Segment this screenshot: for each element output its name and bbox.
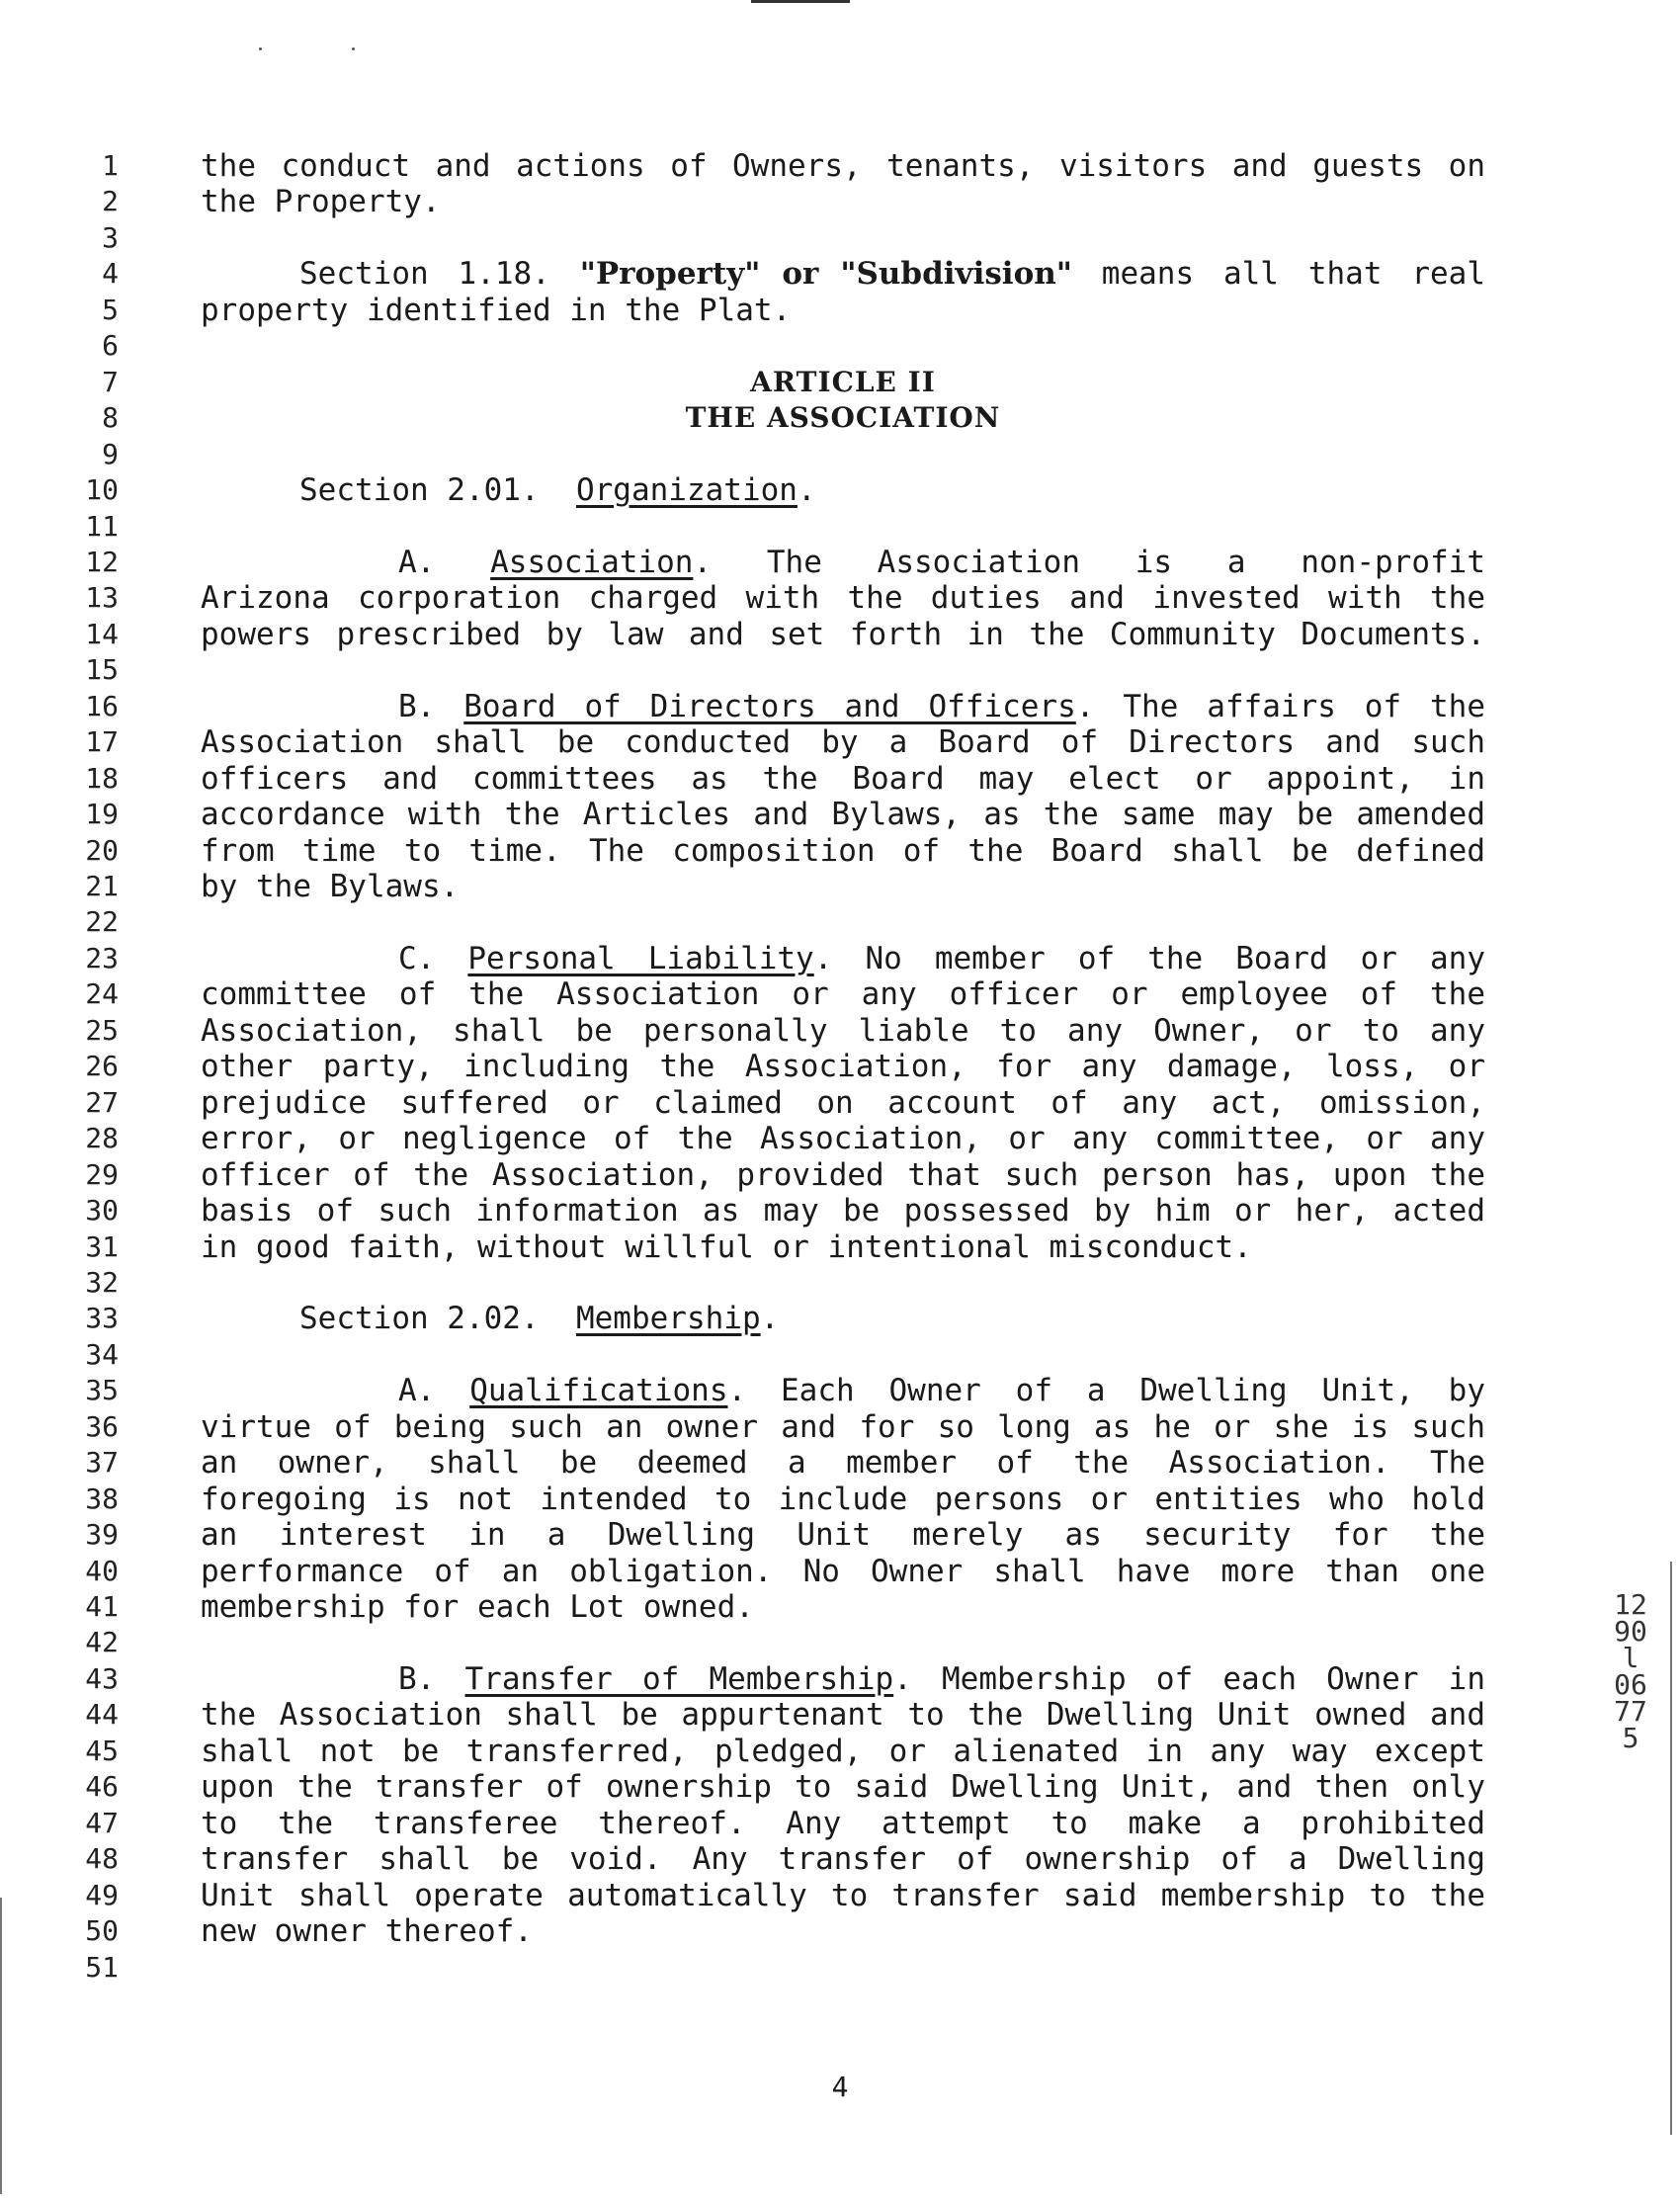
document-line [0, 724, 1680, 760]
document-line [0, 1445, 1680, 1481]
document-line [0, 1625, 1680, 1660]
text-run: performance of an obligation. No Owner shall have more than one [201, 1553, 1485, 1589]
section-title: Qualifications [469, 1373, 728, 1409]
line-text [201, 1554, 1485, 1589]
line-number: 38 [85, 1482, 119, 1515]
line-number: 16 [85, 689, 119, 722]
document-line [0, 1589, 1680, 1625]
line-text [201, 148, 1485, 184]
line-number: 43 [85, 1661, 119, 1695]
line-number: 37 [85, 1446, 119, 1480]
document-line [0, 580, 1680, 616]
line-text [201, 472, 1485, 508]
text-run: means all that real [1071, 256, 1485, 293]
text-run: B. [398, 1660, 465, 1697]
line-number: 24 [85, 977, 119, 1011]
line-text [201, 580, 1485, 616]
line-number: 49 [85, 1878, 119, 1911]
document-line [0, 1482, 1680, 1517]
line-text [201, 1734, 1485, 1769]
text-run: . Each Owner of a Dwelling Unit, by [727, 1373, 1485, 1409]
text-run: an owner, shall be deemed a member of the Association. The [201, 1445, 1485, 1482]
line-number: 40 [85, 1554, 119, 1587]
document-line [0, 1769, 1680, 1805]
section-title: Organization [575, 472, 798, 509]
line-number: 26 [85, 1050, 119, 1083]
text-run: an interest in a Dwelling Unit merely as security for the [201, 1517, 1485, 1554]
text-run: A. [398, 544, 491, 580]
text-run: upon the transfer of ownership to said Dwelling Unit, and then only [201, 1769, 1485, 1806]
line-text [201, 1806, 1485, 1841]
document-line [0, 400, 1680, 436]
document-line [0, 472, 1680, 508]
text-run: transfer shall be void. Any transfer of ownership of a Dwelling [201, 1841, 1485, 1878]
line-number: 8 [102, 401, 119, 435]
line-number: 4 [102, 257, 119, 291]
text-run: . The Association is a non-profit [693, 544, 1485, 580]
text-run: Unit shall operate automatically to transfer said membership to the [201, 1877, 1485, 1913]
line-number: 3 [102, 220, 119, 254]
page-number: 4 [831, 2071, 849, 2103]
text-run: new owner thereof. [201, 1913, 533, 1950]
text-run: powers prescribed by law and set forth in the Community Documents. [201, 616, 1485, 652]
line-number: 35 [85, 1374, 119, 1407]
line-text [201, 1697, 1485, 1733]
line-number: 30 [85, 1194, 119, 1228]
text-run: . The affairs of the [1075, 688, 1485, 724]
text-run: foregoing is not intended to include persons or entities who hold [201, 1481, 1485, 1517]
document-line [0, 833, 1680, 869]
line-number: 29 [85, 1157, 119, 1191]
scan-mark [751, 0, 850, 3]
document-line [0, 1265, 1680, 1301]
document-line [0, 220, 1680, 256]
scan-speck [352, 47, 355, 50]
line-text [201, 1409, 1485, 1445]
line-number: 36 [85, 1409, 119, 1443]
document-line [0, 1806, 1680, 1841]
line-text [201, 184, 1485, 219]
line-text [201, 1878, 1485, 1913]
line-text [201, 293, 1485, 328]
document-line [0, 148, 1680, 184]
text-run: membership for each Lot owned. [201, 1589, 754, 1625]
document-line [0, 509, 1680, 545]
document-line [0, 437, 1680, 472]
text-run: Arizona corporation charged with the duties and invested with the [201, 580, 1485, 617]
text-run: Section 1.18. [299, 256, 580, 293]
text-run: Section 2.01. [299, 472, 576, 509]
text-run: Association shall be conducted by a Board of Directors and such [201, 724, 1485, 761]
document-line [0, 1913, 1680, 1949]
text-run: prejudice suffered or claimed on account of any act, omission, [201, 1084, 1485, 1121]
line-number: 11 [85, 509, 119, 543]
text-run: property identified in the Plat. [201, 292, 792, 328]
line-number: 47 [85, 1806, 119, 1839]
line-number: 7 [102, 365, 119, 398]
document-line [0, 1554, 1680, 1589]
text-run: basis of such information as may be possessed by him or her, acted [201, 1193, 1485, 1229]
document-line [0, 1229, 1680, 1265]
document-line [0, 365, 1680, 400]
text-run: A. [398, 1373, 470, 1409]
line-number: 12 [85, 545, 119, 578]
section-title: Membership [575, 1301, 761, 1337]
line-text [201, 869, 1485, 904]
document-line [0, 1841, 1680, 1877]
section-title: Personal Liability [467, 940, 814, 976]
line-text [201, 761, 1485, 797]
text-run: shall not be transferred, pledged, or alienated in any way except [201, 1733, 1485, 1769]
text-run: THE ASSOCIATION [685, 401, 1001, 435]
line-number: 46 [85, 1770, 119, 1804]
line-number: 44 [85, 1698, 119, 1732]
line-number: 5 [102, 293, 119, 326]
document-line [0, 1337, 1680, 1373]
line-text [201, 617, 1485, 652]
line-number: 25 [85, 1013, 119, 1047]
defined-term: "Property" or "Subdivision" [579, 256, 1072, 293]
line-text [201, 797, 1485, 832]
text-run: by the Bylaws. [201, 869, 460, 904]
line-text [201, 1913, 1485, 1949]
line-number: 6 [102, 329, 119, 363]
line-text [201, 976, 1485, 1012]
line-number: 42 [85, 1626, 119, 1659]
line-number: 39 [85, 1518, 119, 1552]
text-run: committee of the Association or any officer or employee of the [201, 976, 1485, 1013]
line-text [201, 545, 1485, 580]
document-line [0, 1013, 1680, 1049]
text-run: in good faith, without willful or intentional misconduct. [201, 1228, 1252, 1265]
line-number: 1 [102, 149, 119, 182]
text-run: C. [398, 940, 468, 976]
document-line [0, 1085, 1680, 1121]
document-line [0, 761, 1680, 797]
line-text [201, 833, 1485, 869]
line-text [201, 1482, 1485, 1517]
line-number: 45 [85, 1734, 119, 1767]
document-line [0, 184, 1680, 219]
document-line [0, 617, 1680, 652]
line-text [201, 1229, 1485, 1265]
document-line [0, 1734, 1680, 1769]
section-title: Transfer of Membership [464, 1660, 894, 1697]
line-number: 18 [85, 761, 119, 795]
document-line [0, 1373, 1680, 1408]
document-line [0, 1121, 1680, 1156]
text-run: ARTICLE II [750, 365, 936, 398]
document-line [0, 1517, 1680, 1553]
line-text [201, 1661, 1485, 1697]
section-title: Board of Directors and Officers [463, 688, 1076, 724]
line-number: 32 [85, 1265, 119, 1299]
line-text [201, 1085, 1485, 1121]
line-number: 33 [85, 1302, 119, 1335]
line-text [201, 1049, 1485, 1084]
line-number: 22 [85, 905, 119, 939]
line-text [201, 1841, 1485, 1877]
line-number: 28 [85, 1122, 119, 1155]
line-text [201, 1013, 1485, 1049]
text-run: virtue of being such an owner and for so long as he or she is such [201, 1408, 1485, 1445]
line-number: 48 [85, 1842, 119, 1876]
line-number: 20 [85, 833, 119, 867]
text-run: other party, including the Association, for any damage, loss, or [201, 1049, 1485, 1085]
text-run: . [797, 472, 816, 509]
text-run: . No member of the Board or any [813, 940, 1486, 976]
document-line [0, 976, 1680, 1012]
text-run: Association, shall be personally liable to any Owner, or to any [201, 1012, 1485, 1049]
document-line [0, 1193, 1680, 1228]
document-line [0, 869, 1680, 904]
line-text [201, 941, 1485, 976]
line-text [201, 1373, 1485, 1408]
document-line [0, 1878, 1680, 1913]
article-heading [201, 365, 1485, 400]
document-line [0, 1950, 1680, 1986]
document-line [0, 1661, 1680, 1697]
text-run: B. [398, 688, 464, 724]
document-line [0, 1157, 1680, 1193]
line-number: 9 [102, 437, 119, 470]
line-text [201, 1769, 1485, 1805]
document-line [0, 1409, 1680, 1445]
text-run: officer of the Association, provided that such person has, upon the [201, 1156, 1485, 1193]
line-number: 21 [85, 870, 119, 902]
document-line [0, 904, 1680, 940]
scan-speck [259, 47, 262, 50]
document-line [0, 1697, 1680, 1733]
line-number: 50 [85, 1914, 119, 1948]
line-text [201, 724, 1485, 760]
line-number: 19 [85, 798, 119, 831]
text-run: to the transferee thereof. Any attempt to make a prohibited [201, 1805, 1485, 1841]
line-text [201, 689, 1485, 724]
document-line [0, 941, 1680, 976]
line-text [201, 256, 1485, 292]
line-number: 51 [85, 1950, 119, 1984]
document-line [0, 1301, 1680, 1336]
line-number: 15 [85, 653, 119, 687]
line-number: 27 [85, 1085, 119, 1119]
section-title: Association [490, 544, 694, 580]
line-number: 14 [85, 617, 119, 650]
text-run: the conduct and actions of Owners, tenants, visitors and guests on [201, 148, 1485, 184]
document-line [0, 328, 1680, 364]
line-text [201, 1121, 1485, 1156]
line-number: 17 [85, 725, 119, 759]
text-run: from time to time. The composition of the Board shall be defined [201, 832, 1485, 869]
document-line [0, 545, 1680, 580]
recording-stamp: 1290l 06775 [1614, 1588, 1656, 1754]
line-text [201, 1589, 1485, 1625]
line-number: 10 [85, 473, 119, 507]
line-number: 34 [85, 1337, 119, 1371]
line-text [201, 1157, 1485, 1193]
text-run: Section 2.02. [299, 1301, 576, 1337]
text-run: . [760, 1301, 780, 1337]
document-line [0, 797, 1680, 832]
line-text [201, 1445, 1485, 1481]
text-run: . Membership of each Owner in [893, 1660, 1485, 1697]
document-line [0, 689, 1680, 724]
text-run: accordance with the Articles and Bylaws, as the same may be amended [201, 797, 1485, 833]
line-number: 31 [85, 1229, 119, 1263]
line-text [201, 1193, 1485, 1228]
document-line [0, 256, 1680, 292]
document-line [0, 652, 1680, 688]
line-text [201, 1301, 1485, 1336]
line-number: 41 [85, 1590, 119, 1623]
article-heading [201, 400, 1485, 436]
text-run: the Association shall be appurtenant to the Dwelling Unit owned and [201, 1697, 1485, 1734]
line-number: 13 [85, 581, 119, 615]
text-run: the Property. [201, 184, 441, 220]
document-line [0, 293, 1680, 328]
line-number: 23 [85, 941, 119, 974]
line-text [201, 1517, 1485, 1553]
text-run: officers and committees as the Board may elect or appoint, in [201, 760, 1485, 797]
text-run: error, or negligence of the Association, or any committee, or any [201, 1121, 1485, 1157]
document-line [0, 1049, 1680, 1084]
line-number: 2 [102, 185, 119, 218]
